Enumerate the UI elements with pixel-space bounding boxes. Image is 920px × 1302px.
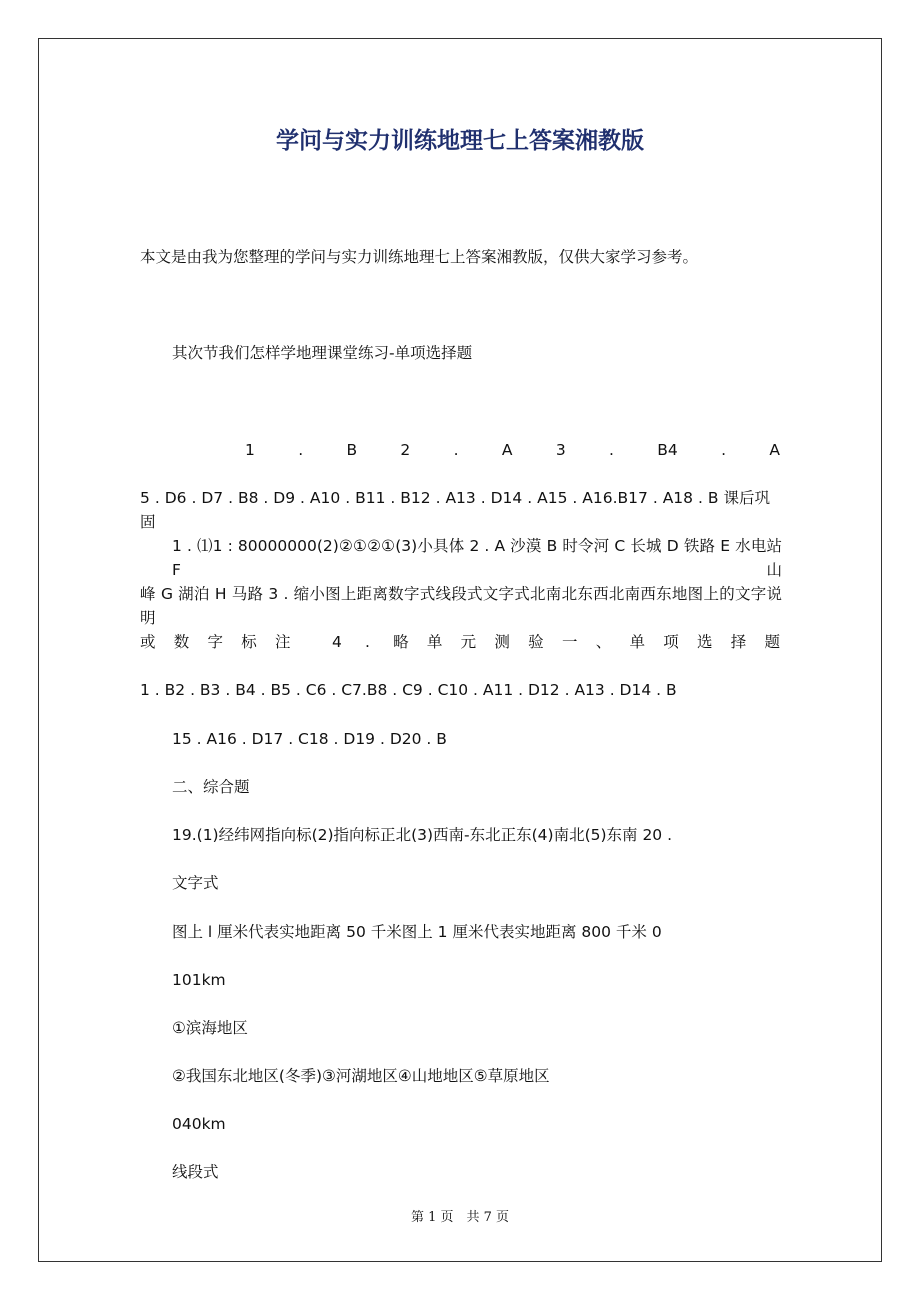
answer-line: 101km (172, 971, 226, 989)
answer-line: 15 . A16 . D17 . C18 . D19 . D20 . B (172, 730, 447, 748)
answer-line: 19.(1)经纬网指向标(2)指向标正北(3)西南-东北正东(4)南北(5)东南 20 . (172, 826, 673, 844)
section-heading: 二、综合题 (172, 778, 250, 796)
page-footer: 第 1 页 共 7 页 (410, 1210, 510, 1225)
document-title: 学问与实力训练地理七上答案湘教版 (276, 128, 644, 154)
answer-line: 1 . B2 . B3 . B4 . B5 . C6 . C7.B8 . C9 . C10 . A11 . D12 . A13 . D14 . B (140, 681, 677, 699)
answer-line: 或数字标注 4 . 略单元测验一、单项选择题 (140, 633, 780, 651)
answer-line: 图上 l 厘米代表实地距离 50 千米图上 1 厘米代表实地距离 800 千米 0 (172, 923, 662, 941)
answer-line: 峰 G 湖泊 H 马路 3 . 缩小图上距离数字式线段式文字式北南北东西北南西东地图上的文字说明 (140, 585, 782, 627)
answer-line: 040km (172, 1115, 226, 1133)
answer-line: 文字式 (172, 874, 219, 892)
section-heading: 其次节我们怎样学地理课堂练习-单项选择题 (172, 344, 473, 362)
answer-line: 1 . B 2 . A 3 . B4 . A (245, 441, 780, 459)
answer-line: 5 . D6 . D7 . B8 . D9 . A10 . B11 . B12 . A13 . D14 . A15 . A16.B17 . A18 . B 课后巩固 (140, 489, 770, 531)
answer-line: 1 . ⑴1 : 80000000(2)②①②①(3)小具体 2 . A 沙漠 B 时令河 C 长城 D 铁路 E 水电站 F 山 (172, 537, 782, 579)
answer-line: ①滨海地区 (172, 1019, 248, 1037)
answer-line: 线段式 (172, 1163, 219, 1181)
answer-line: ②我国东北地区(冬季)③河湖地区④山地地区⑤草原地区 (172, 1067, 550, 1085)
intro-paragraph: 本文是由我为您整理的学问与实力训练地理七上答案湘教版，仅供大家学习参考。 (140, 248, 699, 266)
